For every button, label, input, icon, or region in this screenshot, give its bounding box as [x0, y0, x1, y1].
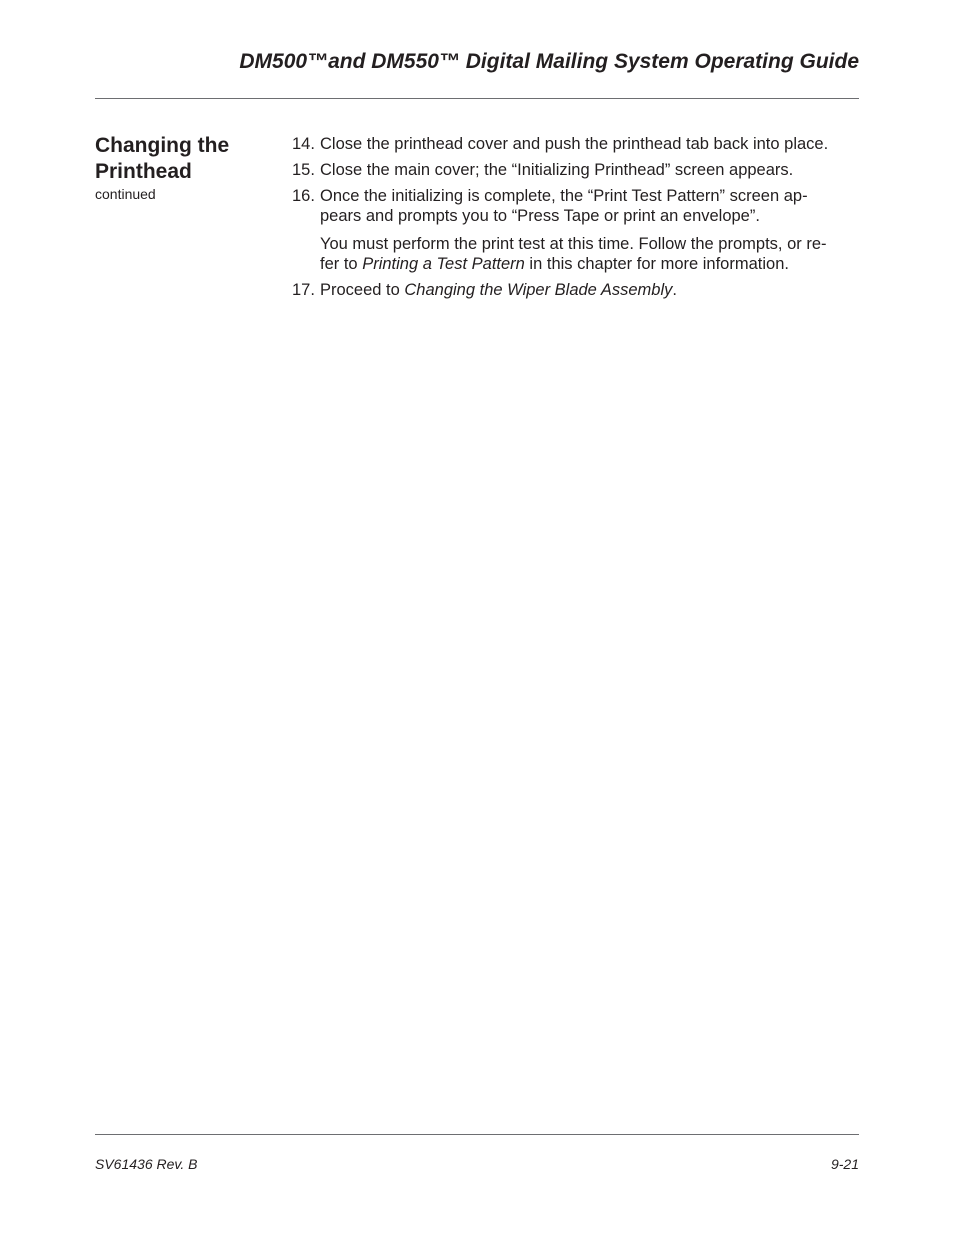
step-16 [292, 186, 859, 226]
step-text: Close the printhead cover and push the printhead tab back into place. [320, 135, 829, 153]
section-title-line1: Changing the [95, 134, 230, 157]
step-number: 15. [292, 161, 315, 179]
step-text-prefix: Proceed to [320, 281, 405, 299]
footer-doc-id: SV61436 Rev. B [95, 1156, 198, 1172]
note-line1: You must perform the print test at this time. Follow the prompts, or re- [320, 235, 827, 253]
step-16-note [292, 234, 859, 274]
step-15 [292, 160, 859, 180]
step-text-suffix: . [672, 281, 677, 299]
procedure-steps [292, 134, 859, 306]
section-title-line2: Printhead [95, 160, 192, 183]
step-number: 16. [292, 187, 315, 205]
note-cross-reference: Printing a Test Pattern [362, 255, 525, 273]
footer-rule [95, 1134, 859, 1135]
step-text-line1: Once the initializing is complete, the “Print Test Pattern” screen ap- [320, 187, 808, 205]
step-text-line2: pears and prompts you to “Press Tape or print an envelope”. [320, 207, 760, 225]
header-rule [95, 98, 859, 99]
note-line2-prefix: fer to [320, 255, 363, 273]
section-subtitle: continued [95, 186, 156, 202]
page-header-title: DM500™and DM550™ Digital Mailing System Operating Guide [239, 50, 859, 73]
step-number: 14. [292, 135, 315, 153]
step-cross-reference: Changing the Wiper Blade Assembly [404, 281, 673, 299]
step-text: Close the main cover; the “Initializing Printhead” screen appears. [320, 161, 794, 179]
step-number: 17. [292, 281, 315, 299]
note-line2-suffix: in this chapter for more information. [524, 255, 789, 273]
section-title [95, 133, 275, 185]
footer-page-number: 9-21 [830, 1156, 859, 1172]
step-17 [292, 280, 859, 300]
section-heading [95, 133, 275, 203]
step-14 [292, 134, 859, 154]
